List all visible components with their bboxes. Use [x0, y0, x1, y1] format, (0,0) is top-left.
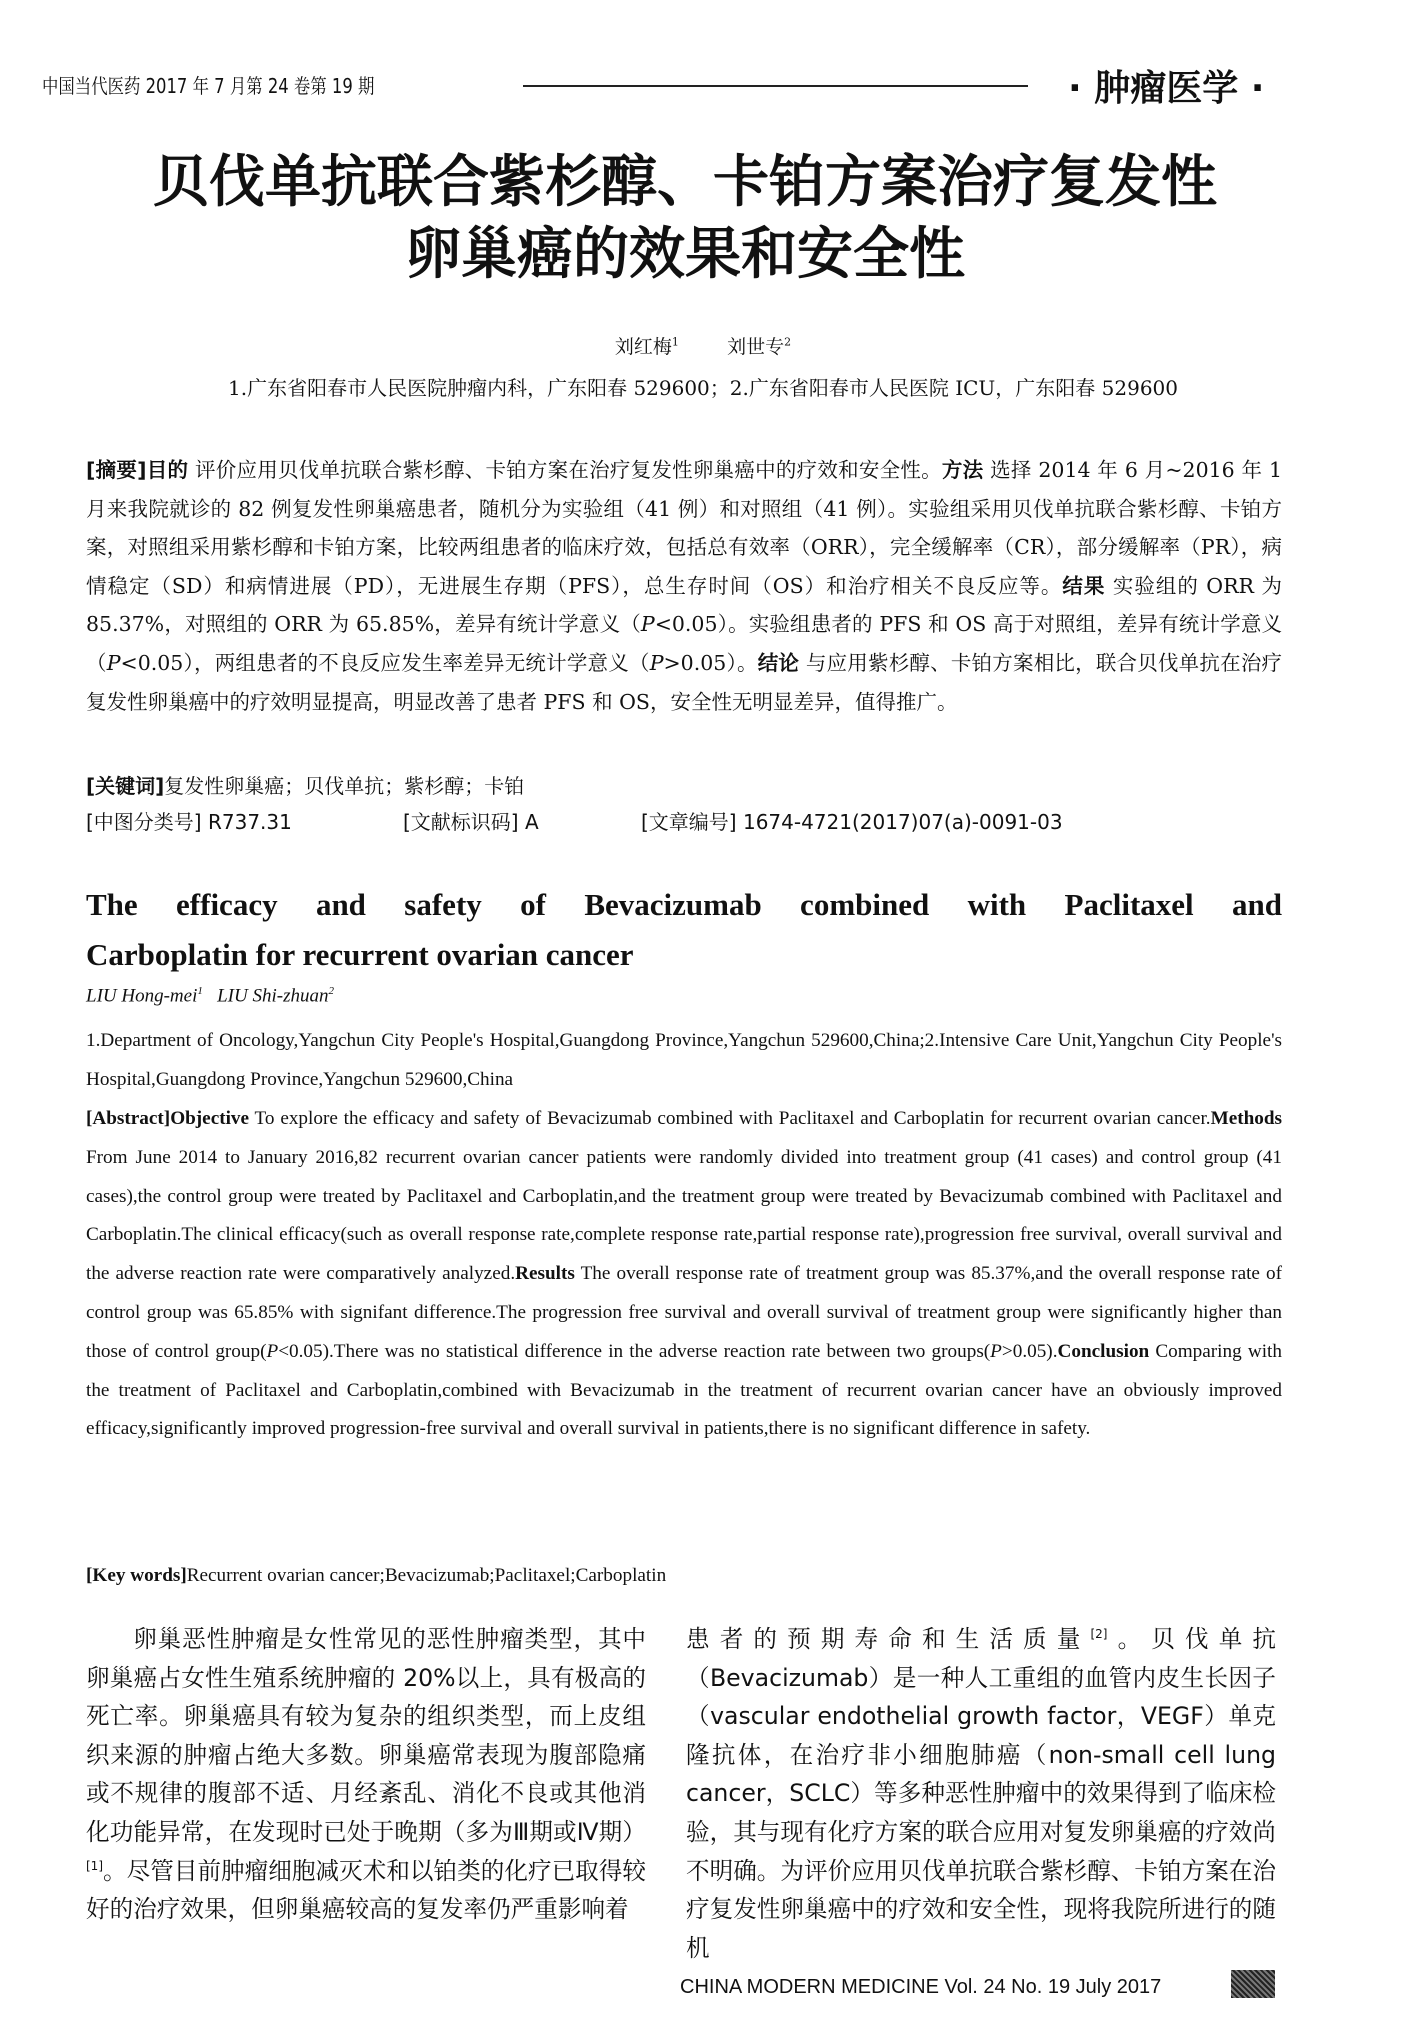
objective-en-label: Objective [170, 1108, 250, 1129]
conclusion-cn: 与应用紫杉醇、卡铂方案相比，联合贝伐单抗在治疗复发性卵巢癌中的疗效明显提高，明显改善了患者 PFS 和 OS，安全性无明显差异，值得推广。 [86, 650, 1283, 714]
abstract-cn [86, 451, 1282, 721]
author-cn-1-sup: 1 [671, 335, 679, 349]
keywords-en [86, 1565, 666, 1587]
keywords-en-value: Recurrent ovarian cancer;Bevacizumab;Paclitaxel;Carboplatin [186, 1565, 667, 1586]
doc-code-group [403, 806, 539, 835]
keywords-cn-label: [关键词] [86, 774, 165, 798]
author-cn-2-sup: 2 [784, 335, 792, 349]
p-value-cn-2: P [106, 650, 121, 675]
body-right-text-b: 。贝伐单抗（Bevacizumab）是一种人工重组的血管内皮生长因子（vascular endothelial growth factor，VEGF）单克隆抗体，在治疗非小细胞肺癌（non-small cell lung cancer，SCLC）等多种恶性肿瘤中的效果得到了临床检验，其与现有化疗方案的联合应用对复发卵巢癌的疗效尚不明确。为评价应用贝伐单抗联合紫杉醇、卡铂方案在治疗复发性卵巢癌中的疗效和安全性，现将我院所进行的随机 [686, 1625, 1277, 1962]
keywords-cn [86, 770, 524, 799]
body-right-text-a: 患者的预期寿命和生活质量 [686, 1625, 1091, 1653]
conclusion-en: Comparing with the treatment of Paclitaxel and Carboplatin,combined with Bevacizumab in the treatment of recurrent ovarian cancer have an obviously improved efficacy,significantly improved progression-free survival and overall survival in patients,there is no significant difference in safety. [86, 1340, 1282, 1440]
author-en-2-sup: 2 [328, 985, 334, 997]
abstract-en-label: [Abstract] [86, 1108, 171, 1129]
conclusion-en-label: Conclusion [1057, 1340, 1150, 1362]
author-en-1: LIU Hong-mei [86, 985, 198, 1007]
running-header-journal-issue: 中国当代医药 2017 年 7 月第 24 卷第 19 期 [42, 74, 375, 98]
conclusion-cn-label: 结论 [757, 650, 800, 675]
methods-en: From June 2014 to January 2016,82 recurrent ovarian cancer patients were randomly divided into treatment group (41 cases) and control group (41 cases),the control group were treated by Paclitaxel and Carboplatin,and the treatment group were treated by Bevacizumab combined with Paclitaxel and Carboplatin.The clinical efficacy(such as overall response rate,complete response rate,partial response rate),progression free survival, overall survival and the adverse reaction rate were comparatively analyzed. [86, 1146, 1282, 1285]
body-left-text-b: 。尽管目前肿瘤细胞减灭术和以铂类的化疗已取得较好的治疗效果，但卵巢癌较高的复发率仍严重影响着 [86, 1856, 646, 1924]
doc-code-label: [文献标识码] [403, 810, 519, 834]
objective-en: To explore the efficacy and safety of Bevacizumab combined with Paclitaxel and Carboplatin for recurrent ovarian cancer. [249, 1108, 1211, 1129]
body-left-text-a: 卵巢恶性肿瘤是女性常见的恶性肿瘤类型，其中卵巢癌占女性生殖系统肿瘤的 20%以上，具有极高的死亡率。卵巢癌具有较为复杂的组织类型，而上皮组织来源的肿瘤占绝大多数。卵巢癌常表现为腹部隐痛或不规律的腹部不适、月经紊乱、消化不良或其他消化功能异常，在发现时已处于晚期（多为Ⅲ期或Ⅳ期） [86, 1625, 646, 1846]
article-no-value: 1674-4721(2017)07(a)-0091-03 [736, 810, 1063, 834]
p-value-cn-1: P [640, 612, 655, 637]
objective-cn: 评价应用贝伐单抗联合紫杉醇、卡铂方案在治疗复发性卵巢癌中的疗效和安全性。 [188, 458, 942, 482]
clc-label: [中图分类号] [86, 810, 202, 834]
p-value-en-1: P [266, 1340, 279, 1362]
results-en-c: >0.05). [1001, 1340, 1058, 1362]
footer-journal-info: CHINA MODERN MEDICINE Vol. 24 No. 19 July 2017 [680, 1976, 1162, 1998]
clc-value: R737.31 [201, 810, 292, 834]
results-cn-b: <0.05）。实验组患者的 PFS 和 OS 高于对照组，差异有统计学意义（ [86, 612, 1283, 675]
results-en-label: Results [515, 1263, 575, 1285]
results-en-b: <0.05).There was no statistical difference in the adverse reaction rate between two groups( [278, 1340, 991, 1362]
body-column-right [686, 1620, 1276, 1967]
authors-en [86, 985, 334, 1007]
author-en-2: LIU Shi-zhuan [217, 985, 329, 1007]
results-cn-d: >0.05）。 [663, 650, 758, 675]
methods-cn: 选择 2014 年 6 月~2016 年 1 月来我院就诊的 82 例复发性卵巢癌患者，随机分为实验组（41 例）和对照组（41 例）。实验组采用贝伐单抗联合紫杉醇、卡铂方案，对照组采用紫杉醇和卡铂方案，比较两组患者的临床疗效，包括总有效率（ORR），完全缓解率（CR），部分缓解率（PR），病情稳定（SD）和病情进展（PD），无进展生存期（PFS），总生存时间（OS）和治疗相关不良反应等。 [86, 458, 1283, 598]
methods-en-label: Methods [1210, 1108, 1282, 1129]
objective-cn-label: 目的 [146, 458, 189, 482]
title-cn-line2: 卵巢癌的效果和安全性 [405, 221, 965, 287]
article-no-group [641, 806, 1063, 835]
affiliation-en: 1.Department of Oncology,Yangchun City People's Hospital,Guangdong Province,Yangchun 529600,China;2.Intensive Care Unit,Yangchun City People's Hospital,Guangdong Province,Yangchun 529600,China [86, 1030, 1282, 1090]
body-column-left [86, 1620, 646, 1929]
author-cn-1: 刘红梅 [614, 336, 672, 358]
title-en-line2: Carboplatin for recurrent ovarian cancer [86, 937, 634, 972]
abstract-cn-label: [摘要] [86, 458, 147, 482]
doc-code-value: A [518, 810, 539, 834]
results-cn-label: 结果 [1062, 573, 1106, 598]
title-cn-line1: 贝伐单抗联合紫杉醇、卡铂方案治疗复发性 [153, 149, 1217, 215]
abstract-en [86, 1100, 1282, 1449]
section-label: · 肿瘤医学 · [1068, 68, 1265, 109]
article-no-label: [文章编号] [641, 810, 737, 834]
p-value-en-2: P [990, 1340, 1002, 1362]
methods-cn-label: 方法 [941, 458, 984, 482]
keywords-en-label: [Key words] [86, 1565, 187, 1586]
citation-1: [1] [86, 1858, 103, 1873]
header-rule [523, 85, 1028, 87]
results-cn-c: <0.05），两组患者的不良反应发生率差异无统计学意义（ [120, 650, 650, 675]
page-number-stamp [1231, 1970, 1275, 1998]
affiliation-cn: 1.广东省阳春市人民医院肿瘤内科，广东阳春 529600；2.广东省阳春市人民医院 ICU，广东阳春 529600 [228, 376, 1178, 400]
authors-cn [0, 332, 1406, 359]
results-en-a: The overall response rate of treatment group was 85.37%,and the overall response rate of control group was 65.85% with signifant difference.The progression free survival and overall survival of treatment group were significantly higher than those of control group( [86, 1263, 1283, 1362]
author-cn-2: 刘世专 [727, 336, 785, 358]
citation-2: [2] [1090, 1627, 1108, 1642]
keywords-cn-value: 复发性卵巢癌；贝伐单抗；紫杉醇；卡铂 [164, 774, 525, 798]
p-value-cn-3: P [649, 650, 664, 675]
results-cn-a: 实验组的 ORR 为 85.37%，对照组的 ORR 为 65.85%，差异有统计学意义（ [86, 573, 1282, 637]
clc-group [86, 806, 292, 835]
title-en-line1: The efficacy and safety of Bevacizumab combined with Paclitaxel and [86, 887, 1282, 922]
author-en-1-sup: 1 [197, 985, 203, 997]
